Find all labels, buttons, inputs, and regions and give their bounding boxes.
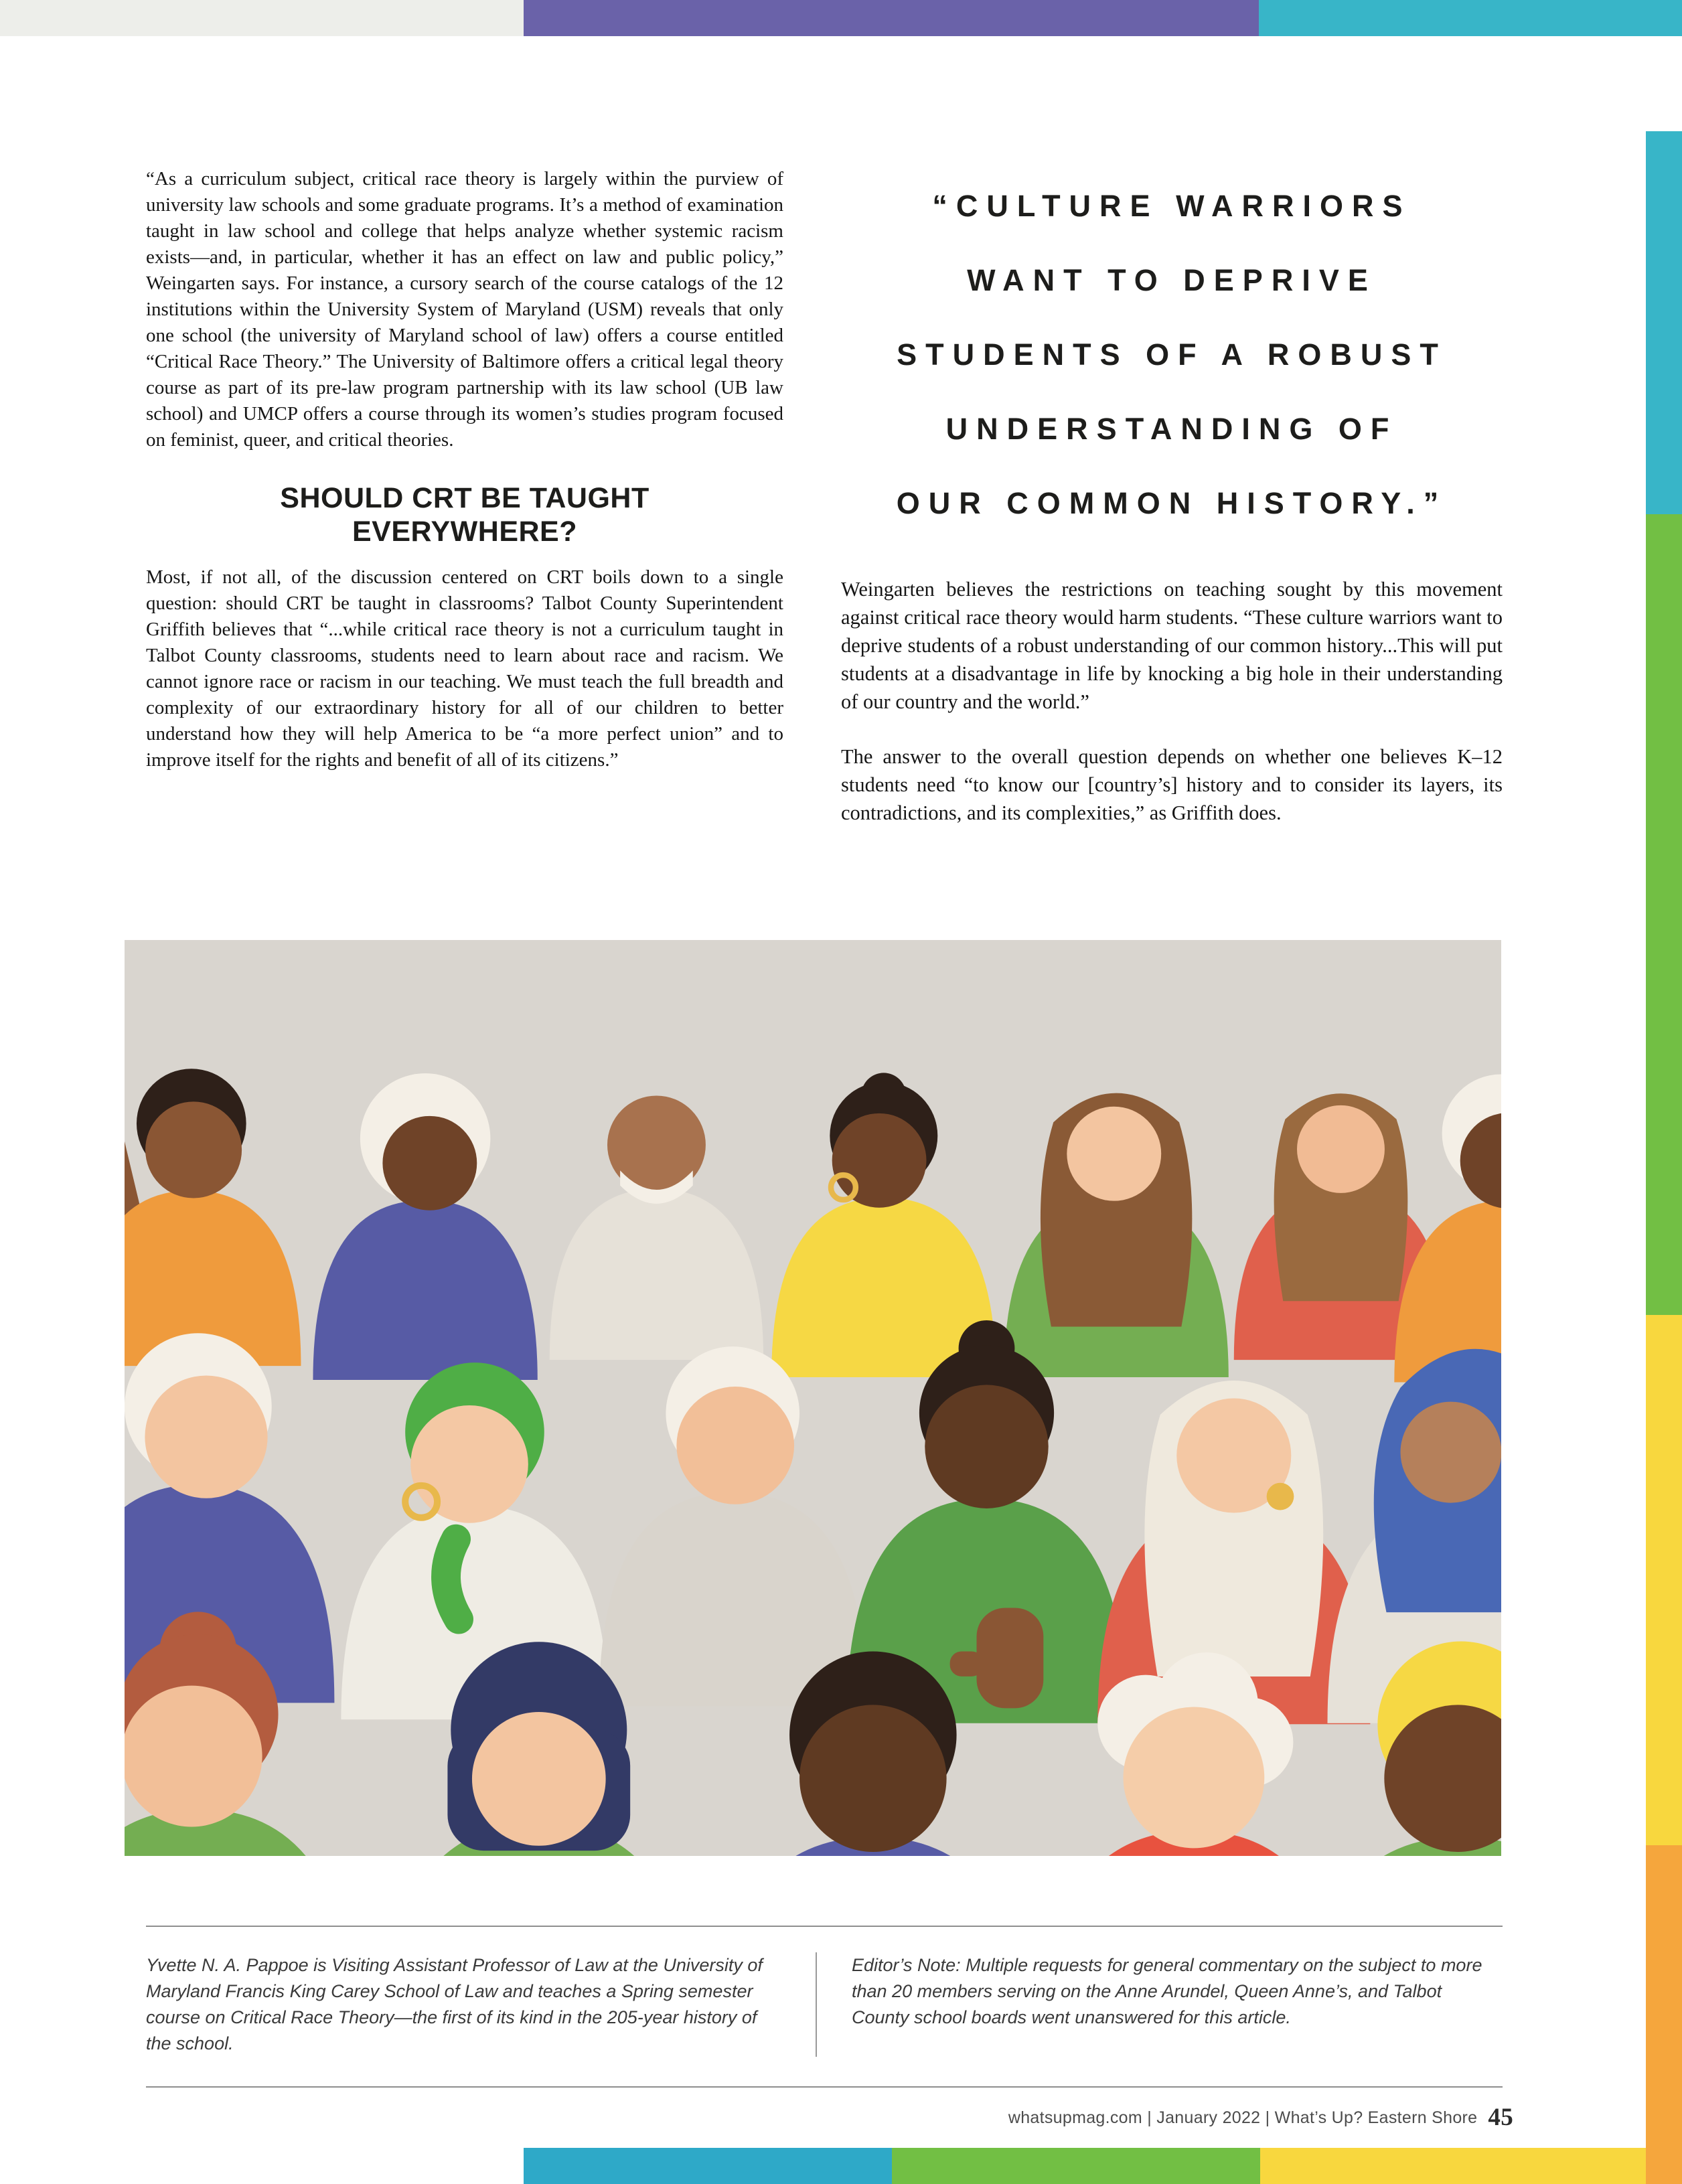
page-number: 45 xyxy=(1488,2104,1513,2131)
bottom-yellow-accent-bar xyxy=(1260,2148,1646,2184)
right-column xyxy=(841,169,1503,854)
crowd-illustration xyxy=(125,940,1501,1856)
footnote-editors-note: Editor’s Note: Multiple requests for general commentary on the subject to more than 20 members serving on the Anne Arundel, Queen Anne’s, and Talbot County school boards went unanswered for this article. xyxy=(852,1955,1482,2027)
top-teal-accent-bar xyxy=(1259,0,1682,36)
pull-quote-line: WANT TO DEPRIVE xyxy=(967,263,1377,297)
right-edge-green-stripe xyxy=(1646,514,1682,1315)
top-purple-accent-bar xyxy=(524,0,1259,36)
left-column-paragraph-1: “As a curriculum subject, critical race theory is largely within the purview of university law schools and some graduate programs. It’s a method of examination taught in law school and college that helps analyze whether systemic racism exists—and, in particular, whether it has an effect on law and public policy,” Weingarten says. For instance, a cursory search of the course catalogs of the 12 institutions within the University System of Maryland (USM) reveals that only one school (the university of Maryland school of law) offers a course entitled “Critical Race Theory.” The University of Baltimore offers a critical legal theory course as part of its pre-law program partnership with its law school (UB law school) and UMCP offers a course through its women’s studies program focused on feminist, queer, and critical theories. xyxy=(146,168,783,451)
crowd-illustration-svg xyxy=(125,940,1501,1856)
right-edge-orange-stripe xyxy=(1646,1845,1682,2184)
pull-quote-line: “CULTURE WARRIORS xyxy=(932,189,1411,223)
footer-text: whatsupmag.com | January 2022 | What’s Up? Eastern Shore xyxy=(1008,2108,1478,2127)
right-edge-teal-stripe xyxy=(1646,131,1682,514)
pull-quote-line: STUDENTS OF A ROBUST xyxy=(897,337,1447,372)
footnote-author-bio: Yvette N. A. Pappoe is Visiting Assistant Professor of Law at the University of Maryland Francis King Carey School of Law and teaches a Spring semester course on Critical Race Theory—the first of its kind in the 205-year history of the school. xyxy=(146,1955,763,2053)
pull-quote-line: UNDERSTANDING OF xyxy=(945,412,1398,446)
right-column-paragraph-1: Weingarten believes the restrictions on teaching sought by this movement against critical race theory would harm students. “These culture warriors want to deprive students of a robust understanding of our common history...This will put students at a disadvantage in life by knocking a big hole in their understanding of our country and the world.” xyxy=(841,578,1503,713)
left-column-paragraph-2: Most, if not all, of the discussion centered on CRT boils down to a single question: should CRT be taught in classrooms? Talbot County Superintendent Griffith believes that “...while critical race theory is not a curriculum taught in Talbot County classrooms, students need to learn about race and racism. We cannot ignore race or racism in our teaching. We must teach the full breadth and complexity of our extraordinary history for all of our children to better understand how they will help America to be “a more perfect union” and to improve itself for the rights and benefit of all of its citizens.” xyxy=(146,566,783,771)
pull-quote-line: OUR COMMON HISTORY.” xyxy=(896,486,1448,520)
page-footer xyxy=(1008,2101,1513,2130)
pull-quote xyxy=(841,169,1503,540)
footnote-section xyxy=(146,1926,1503,2088)
bottom-green-accent-bar xyxy=(892,2148,1260,2184)
bottom-teal-accent-bar xyxy=(524,2148,892,2184)
left-column xyxy=(146,166,783,773)
right-column-paragraph-2: The answer to the overall question depends on whether one believes K–12 students need “to know our [country’s] history and to consider its layers, its contradictions, and its complexities,” as Griffith does. xyxy=(841,745,1503,824)
section-heading: SHOULD CRT BE TAUGHT EVERYWHERE? xyxy=(280,482,649,548)
top-left-accent-bar xyxy=(0,0,524,36)
right-edge-yellow-stripe xyxy=(1646,1315,1682,1845)
